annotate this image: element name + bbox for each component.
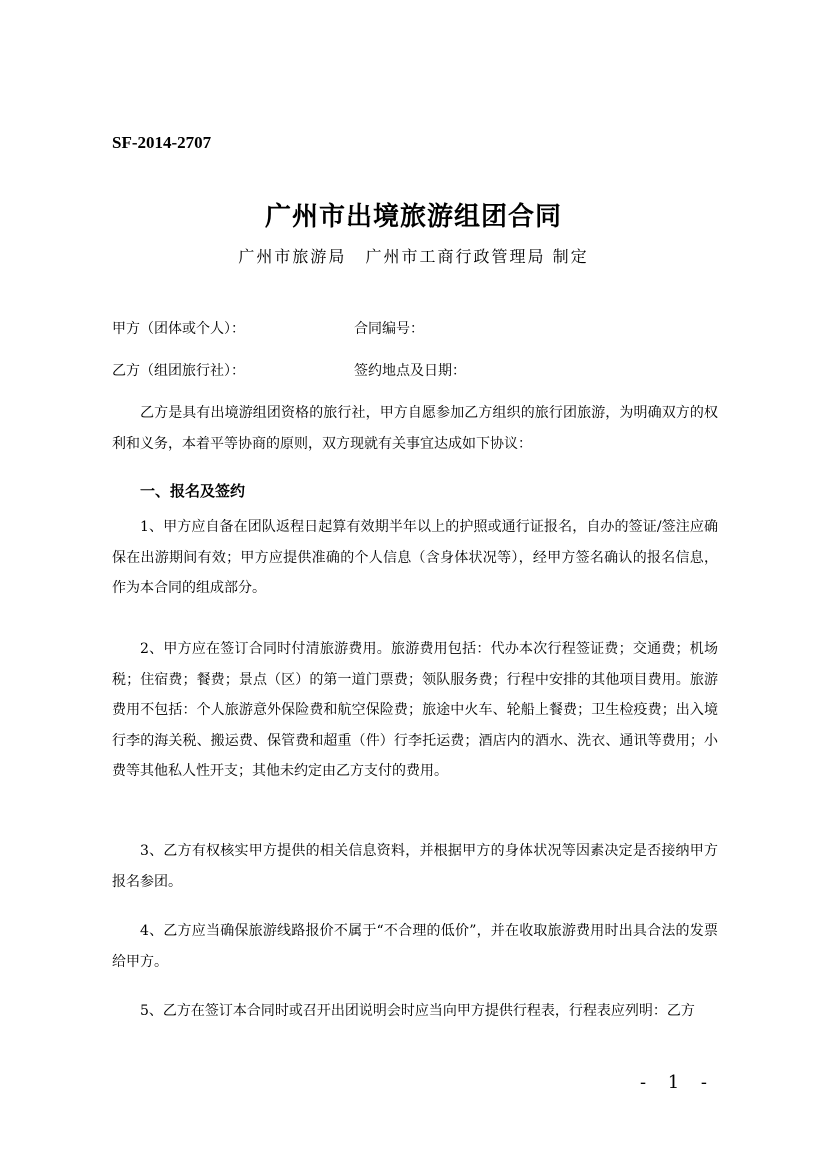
contract-code: SF-2014-2707 [112, 133, 212, 152]
issuer-line [0, 244, 827, 267]
page-title: 广州市出境旅游组团合同 [264, 202, 562, 232]
issuer-1: 广州市旅游局 [238, 247, 347, 266]
issuer-2: 广州市工商行政管理局 制定 [365, 247, 589, 266]
clause-2: 2、甲方应在签订合同时付清旅游费用。旅游费用包括：代办本次行程签证费；交通费；机场税；住宿费；餐费；景点（区）的第一道门票费；领队服务费；行程中安排的其他项目费用。旅游费用不包括：个人旅游意外保险费和航空保险费；旅途中火车、轮船上餐费；卫生检疫费；出入境行李的海关税、搬运费、保管费和超重（件）行李托运费；酒店内的酒水、洗衣、通讯等费用；小费等其他私人性开支；其他未约定由乙方支付的费用。 [112, 641, 718, 779]
sign-place-date-label: 签约地点及日期： [354, 363, 466, 379]
clause-3: 3、乙方有权核实甲方提供的相关信息资料，并根据甲方的身体状况等因素决定是否接纳甲方报名参团。 [112, 843, 718, 890]
clause-1: 1、甲方应自备在团队返程日起算有效期半年以上的护照或通行证报名，自办的签证/签注应确保在出游期间有效；甲方应提供准确的个人信息（含身体状况等），经甲方签名确认的报名信息，作为本合同的组成部分。 [112, 519, 718, 596]
intro-paragraph: 乙方是具有出境游组团资格的旅行社，甲方自愿参加乙方组织的旅行团旅游，为明确双方的权利和义务，本着平等协商的原则，双方现就有关事宜达成如下协议： [112, 405, 718, 452]
page-number: - 1 - [639, 1072, 715, 1093]
party-a-label: 甲方（团体或个人）： [112, 321, 245, 337]
clause-4: 4、乙方应当确保旅游线路报价不属于“不合理的低价”，并在收取旅游费用时出具合法的发票给甲方。 [112, 923, 718, 970]
section-heading: 一、报名及签约 [140, 482, 246, 500]
contract-number-label: 合同编号： [354, 321, 424, 337]
clause-5: 5、乙方在签订本合同时或召开出团说明会时应当向甲方提供行程表，行程表应列明：乙方 [140, 1003, 695, 1019]
party-b-label: 乙方（组团旅行社）： [112, 363, 245, 379]
